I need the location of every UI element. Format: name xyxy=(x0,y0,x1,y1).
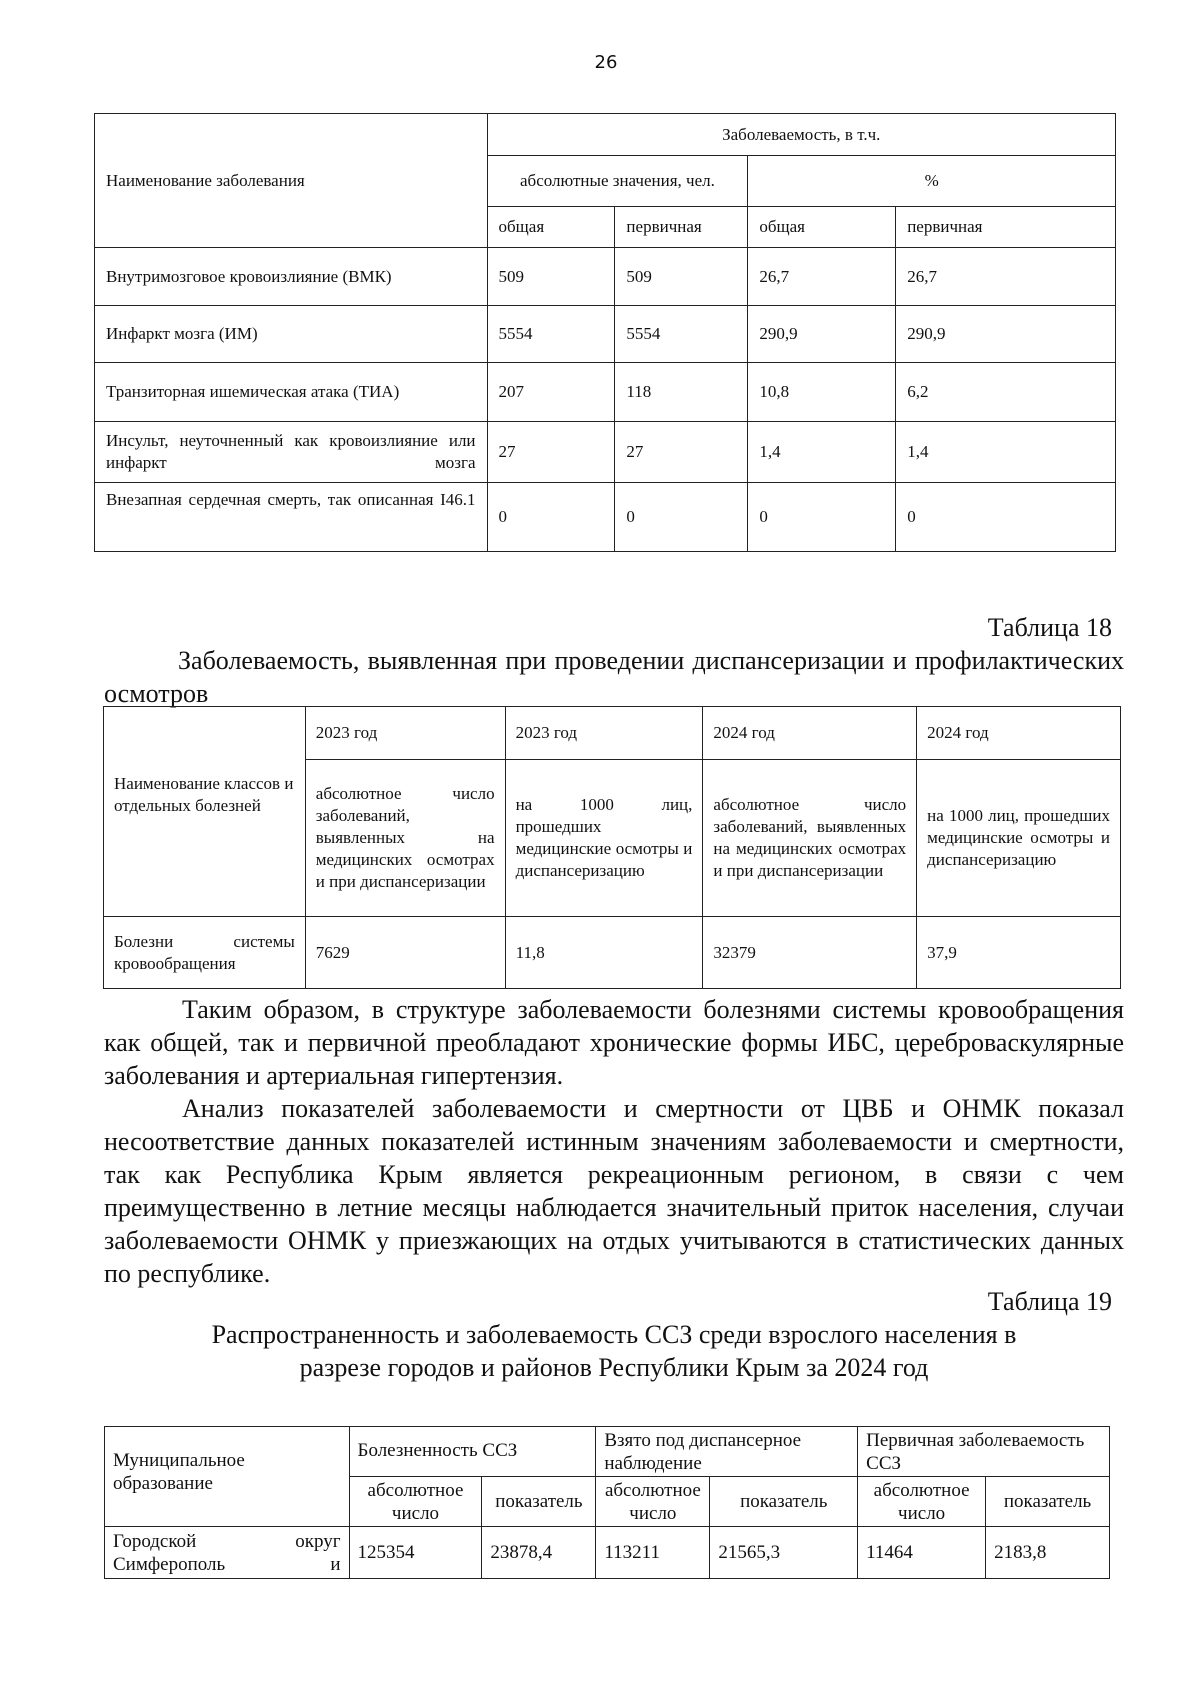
cell-value: 37,9 xyxy=(917,917,1121,989)
header-municipality: Муниципальное образование xyxy=(105,1427,350,1527)
disease-name: Внезапная сердечная смерть, так описанная I46.1 xyxy=(95,483,488,552)
cell-value: 290,9 xyxy=(896,306,1116,363)
table-row xyxy=(95,248,1116,306)
table-19-title-line2: разрезе городов и районов Республики Крым за 2024 год xyxy=(299,1353,929,1382)
header-primary-incidence: Первичная заболеваемость ССЗ xyxy=(858,1427,1110,1477)
table-18-label: Таблица 18 xyxy=(987,613,1112,642)
cell-value: 27 xyxy=(487,422,615,483)
table-row xyxy=(95,483,1116,552)
cell-value: 125354 xyxy=(349,1527,482,1579)
header-absolute-count: абсолютное число заболеваний, выявленных на медицинских осмотрах и при диспансеризации xyxy=(703,760,917,917)
header-absolute-count: абсолютное число заболеваний, выявленных на медицинских осмотрах и при диспансеризации xyxy=(305,760,505,917)
cell-value: 2183,8 xyxy=(986,1527,1110,1579)
cell-value: 0 xyxy=(748,483,896,552)
cell-value: 7629 xyxy=(305,917,505,989)
cell-value: 509 xyxy=(487,248,615,306)
cell-value: 5554 xyxy=(615,306,748,363)
cell-value: 290,9 xyxy=(748,306,896,363)
header-class-name: Наименование классов и отдельных болезней xyxy=(104,707,306,917)
cell-value: 113211 xyxy=(596,1527,710,1579)
header-primary: первичная xyxy=(615,207,748,248)
header-rate: показатель xyxy=(986,1477,1110,1527)
header-dispensary: Взято под диспансерное наблюдение xyxy=(596,1427,858,1477)
disease-incidence-table xyxy=(94,113,1116,552)
cell-value: 11,8 xyxy=(505,917,703,989)
disease-name: Инфаркт мозга (ИМ) xyxy=(95,306,488,363)
header-per-1000: на 1000 лиц, прошедших медицинские осмотры и диспансеризацию xyxy=(505,760,703,917)
table-row xyxy=(104,917,1121,989)
cell-value: 21565,3 xyxy=(710,1527,858,1579)
disease-name: Внутримозговое кровоизлияние (ВМК) xyxy=(95,248,488,306)
table-18-title: Заболеваемость, выявленная при проведении диспансеризации и профилактических осмотров xyxy=(104,646,1124,708)
header-total: общая xyxy=(487,207,615,248)
cell-value: 509 xyxy=(615,248,748,306)
table-row xyxy=(105,1527,1110,1579)
municipality-name: Городской округ Симферополь и xyxy=(105,1527,350,1579)
cell-value: 26,7 xyxy=(896,248,1116,306)
header-percent: % xyxy=(748,156,1116,207)
header-absolute-number: абсолютное число xyxy=(349,1477,482,1527)
cell-value: 5554 xyxy=(487,306,615,363)
header-year: 2024 год xyxy=(703,707,917,760)
header-total: общая xyxy=(748,207,896,248)
header-rate: показатель xyxy=(710,1477,858,1527)
header-absolute-number: абсолютное число xyxy=(596,1477,710,1527)
cell-value: 0 xyxy=(615,483,748,552)
cell-value: 6,2 xyxy=(896,363,1116,422)
disease-name: Транзиторная ишемическая атака (ТИА) xyxy=(95,363,488,422)
cell-value: 1,4 xyxy=(748,422,896,483)
cell-value: 118 xyxy=(615,363,748,422)
cell-value: 11464 xyxy=(858,1527,986,1579)
header-rate: показатель xyxy=(482,1477,596,1527)
cell-value: 10,8 xyxy=(748,363,896,422)
page-number: 26 xyxy=(594,52,618,73)
cell-value: 26,7 xyxy=(748,248,896,306)
table-row xyxy=(95,363,1116,422)
paragraph-conclusion: Таким образом, в структуре заболеваемости болезнями системы кровообращения как общей, так и первичной преобладают хронические формы ИБС, цереброваскулярные заболевания и артериальная гипертензия. xyxy=(104,995,1124,1090)
paragraph-analysis: Анализ показателей заболеваемости и смертности от ЦВБ и ОНМК показал несоответствие данных показателей истинным значениям заболеваемости и смертности, так как Республика Крым является рекреационным регионом, в связи с чем преимущественно в летние месяцы наблюдается значительный приток населения, случаи заболеваемости ОНМК у приезжающих на отдых учитываются в статистических данных по республике. xyxy=(104,1094,1124,1288)
table-19-title-line1: Распространенность и заболеваемость ССЗ среди взрослого населения в xyxy=(211,1320,1017,1349)
cell-value: 1,4 xyxy=(896,422,1116,483)
header-disease-name: Наименование заболевания xyxy=(95,114,488,248)
cell-value: 32379 xyxy=(703,917,917,989)
header-year: 2024 год xyxy=(917,707,1121,760)
header-per-1000: на 1000 лиц, прошедших медицинские осмотры и диспансеризацию xyxy=(917,760,1121,917)
header-primary: первичная xyxy=(896,207,1116,248)
disease-class-name: Болезни системы кровообращения xyxy=(104,917,306,989)
disease-name: Инсульт, неуточненный как кровоизлияние или инфаркт мозга xyxy=(95,422,488,483)
prevalence-by-municipality-table xyxy=(104,1426,1110,1579)
header-incidence: Заболеваемость, в т.ч. xyxy=(487,114,1115,156)
table-19-label: Таблица 19 xyxy=(987,1287,1112,1316)
cell-value: 207 xyxy=(487,363,615,422)
table-row xyxy=(95,306,1116,363)
header-year: 2023 год xyxy=(305,707,505,760)
header-absolute-number: абсолютное число xyxy=(858,1477,986,1527)
cell-value: 0 xyxy=(487,483,615,552)
cell-value: 27 xyxy=(615,422,748,483)
cell-value: 23878,4 xyxy=(482,1527,596,1579)
screening-incidence-table xyxy=(103,706,1121,989)
cell-value: 0 xyxy=(896,483,1116,552)
table-row xyxy=(95,422,1116,483)
header-absolute: абсолютные значения, чел. xyxy=(487,156,748,207)
header-prevalence: Болезненность ССЗ xyxy=(349,1427,596,1477)
header-year: 2023 год xyxy=(505,707,703,760)
